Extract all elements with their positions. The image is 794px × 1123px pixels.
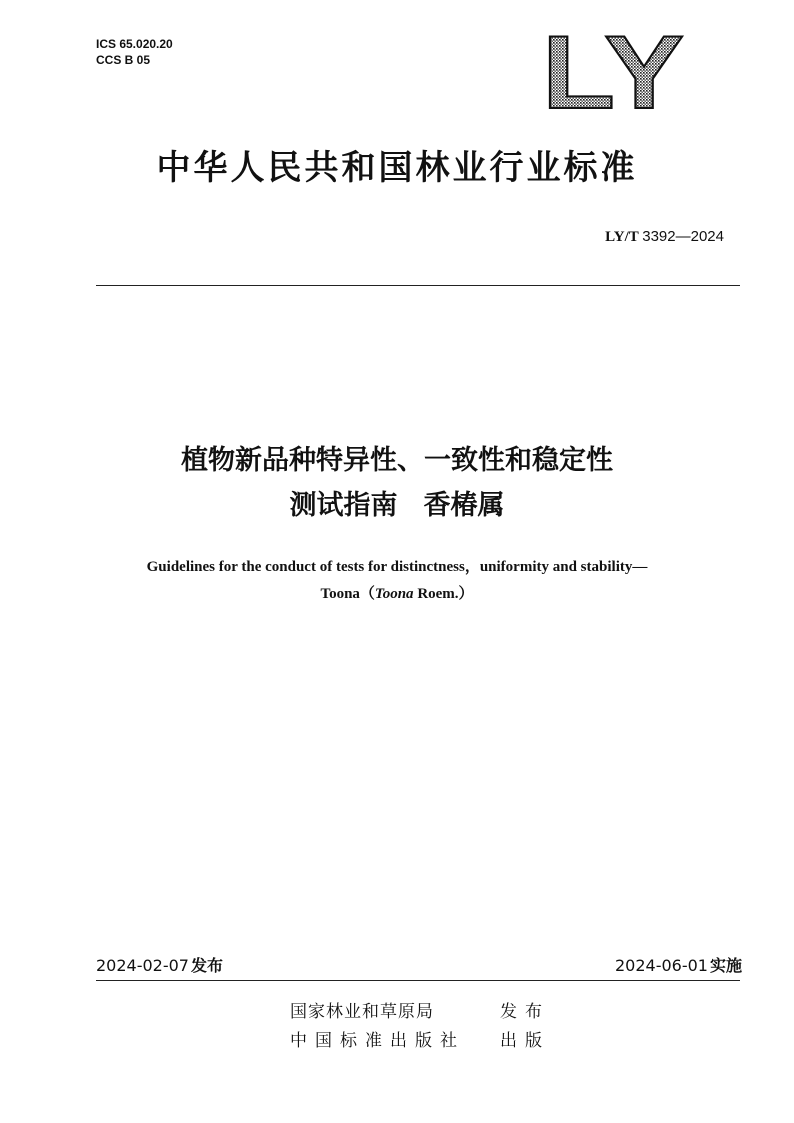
standard-number-value: 3392—2024 [642,228,724,245]
publisher-action: 发布 [500,1002,550,1022]
implementation-date [615,953,742,976]
ly-logo [538,30,688,110]
issue-date-value: 2024-02-07 [96,956,189,975]
title-english-line2 [0,581,794,608]
title-chinese-line2 [0,483,794,528]
bottom-divider [96,980,740,981]
issue-date-label: 发布 [190,956,223,975]
standard-number [605,228,724,246]
title-english-genus-italic: Toona [374,586,414,602]
title-chinese-line2-a: 测试指南 [289,490,398,521]
top-divider [96,285,740,286]
title-english-line2-b: Roem.） [413,586,474,602]
printer-action: 出版 [500,1031,550,1051]
title-english [0,554,794,608]
title-chinese-line2-b: 香椿属 [423,490,505,521]
title-english-line1: Guidelines for the conduct of tests for distinctness，uniformity and stability— [146,559,648,575]
ccs-code: CCS B 05 [96,53,151,67]
title-english-line2-a: Toona（ [320,586,375,602]
issue-date [96,953,223,976]
publisher-name: 国家林业和草原局 [290,1002,434,1022]
title-chinese [0,438,794,528]
standard-category: 中华人民共和国林业行业标准 [156,148,638,188]
implementation-date-label: 实施 [709,956,742,975]
printer-name: 中国标准出版社 [290,1031,465,1051]
implementation-date-value: 2024-06-01 [615,956,708,975]
ics-code: ICS 65.020.20 [96,37,173,51]
classification-codes [96,36,173,68]
title-chinese-line1: 植物新品种特异性、一致性和稳定性 [181,445,613,476]
ly-logo-text: LY [542,30,684,110]
standard-number-prefix: LY/T [605,229,639,245]
